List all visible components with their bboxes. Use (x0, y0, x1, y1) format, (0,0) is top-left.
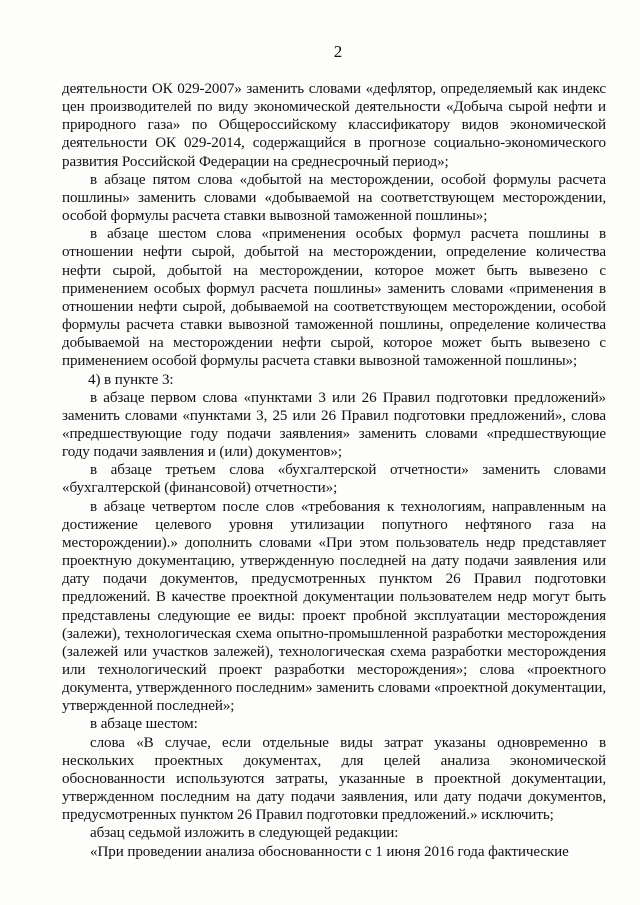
page-number: 2 (333, 42, 343, 61)
paragraph-point-4: 4) в пункте 3: (88, 371, 174, 388)
paragraph-fourth-abzac: в абзаце четвертом после слов «требования к технологиям, направленным на достижение целевого уровня утилизации попутного нефтяного газа на месторождении).» дополнить словами «При этом пользователь недр представляет проектную документацию, утвержденную последней на дату подачи заявления или дату подачи документов, предусмотренных пунктом 26 Правил подготовки предложений. В качестве проектной документации пользователем недр могут быть представлены следующие ее виды: проект пробной эксплуатации месторождения (залежи), технологическая схема опытно-промышленной разработки месторождения (залежей или участков залежей), технологическая схема разработки месторождения или технологический проект разработки месторождения»; слова «проектного документа, утвержденного последним» заменить словами «проектной документации, утвержденной последней»; (62, 498, 606, 715)
paragraph-exclude-words: слова «В случае, если отдельные виды затрат указаны одновременно в нескольких проектных документах, для целей анализа экономической обоснованности используются затраты, указанные в проектной документации, утвержденном последним на дату подачи заявления, или дату подачи документов, предусмотренных пунктом 26 Правил подготовки предложений.» исключить; (62, 734, 606, 824)
paragraph-seventh-abzac: абзац седьмой изложить в следующей редакции: (90, 825, 399, 842)
paragraph-sixth-abzac: в абзаце шестом слова «применения особых формул расчета пошлины в отношении нефти сырой, добытой на месторождении, определение количества нефти сырой, добытой на месторождении, которое может быть вывезено с применением особых формул расчета пошлины» заменить словами «применения в отношении нефти сырой, добываемой на соответствующем месторождении, особой формулы расчета ставки вывозной таможенной пошлины, определение количества добываемой на месторождении нефти сырой, которое может быть вывезено с применением особой формулы расчета ставки вывозной таможенной пошлины»; (62, 226, 606, 370)
document-body (62, 80, 606, 861)
paragraph-deflator: деятельности ОК 029-2007» заменить словами «дефлятор, определяемый как индекс цен производителей по виду экономической деятельности «Добыча сырой нефти и природного газа» по Общероссийскому классификатору видов экономической деятельности ОК 029-2014, содержащийся в прогнозе социально-экономического развития Российской Федерации на среднесрочный период»; (62, 81, 606, 170)
paragraph-new-wording: «При проведении анализа обоснованности с 1 июня 2016 года фактические (90, 843, 569, 860)
paragraph-sixth-abzac-heading: в абзаце шестом: (90, 716, 198, 733)
paragraph-first-abzac: в абзаце первом слова «пунктами 3 или 26 Правил подготовки предложений» заменить словами «пунктами 3, 25 или 26 Правил подготовки предложений», слова «предшествующие году подачи заявления» заменить словами «предшествующие году подачи заявления и (или) документов»; (62, 389, 606, 461)
paragraph-third-abzac: в абзаце третьем слова «бухгалтерской отчетности» заменить словами «бухгалтерской (финансовой) отчетности»; (62, 462, 606, 497)
paragraph-fifth-abzac: в абзаце пятом слова «добытой на месторождении, особой формулы расчета пошлины» заменить словами «добываемой на соответствующем месторождении, особой формулы расчета ставки вывозной таможенной пошлины»; (62, 171, 606, 225)
